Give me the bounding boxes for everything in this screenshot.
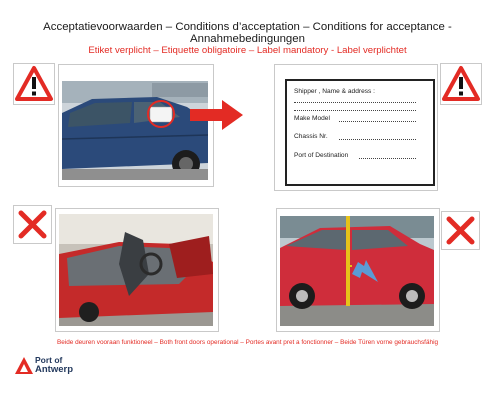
- red-x-icon: [14, 206, 51, 243]
- label-shipper-line-1: [294, 102, 416, 103]
- red-arrow-icon: [190, 100, 244, 130]
- photo-damaged-car: [59, 214, 213, 326]
- shipping-label-card: [285, 79, 435, 186]
- cross-icon-box-right: [441, 211, 480, 250]
- label-shipper: Shipper , Name & address :: [294, 88, 375, 95]
- label-port-line: [359, 158, 416, 159]
- warning-icon-box-right: [440, 63, 482, 105]
- cross-icon-box-left: [13, 205, 52, 244]
- logo-text: [35, 356, 73, 374]
- label-port: Port of Destination: [294, 152, 349, 159]
- warning-triangle-icon: [441, 64, 481, 104]
- photo-car-doors: [280, 216, 434, 326]
- port-of-antwerp-logo-icon: [14, 356, 34, 376]
- red-x-icon: [442, 212, 479, 249]
- page-subtitle: Etiket verplicht – Etiquette obligatoire – Label mandatory - Label verplichtet: [88, 45, 407, 56]
- logo-line-2: Antwerp: [35, 364, 73, 375]
- warning-triangle-icon: [14, 64, 54, 104]
- logo-line-1: Port of: [35, 355, 63, 365]
- page-title: Acceptatievoorwaarden – Conditions d’acceptation – Conditions for acceptance - Annahmebedingungen: [43, 21, 452, 45]
- footer-note: Beide deuren vooraan funktioneel – Both front doors operational – Portes avant pret a fonctionner – Beide Türen vorne gebrauchsfähig: [56, 339, 439, 346]
- label-chassis-line: [339, 139, 416, 140]
- label-make-model-line: [339, 121, 416, 122]
- label-chassis: Chassis Nr.: [294, 133, 328, 140]
- label-shipper-line-2: [294, 110, 416, 111]
- photo-car-with-label: [62, 81, 208, 180]
- label-make-model: Make Model: [294, 115, 330, 122]
- warning-icon-box-left: [13, 63, 55, 105]
